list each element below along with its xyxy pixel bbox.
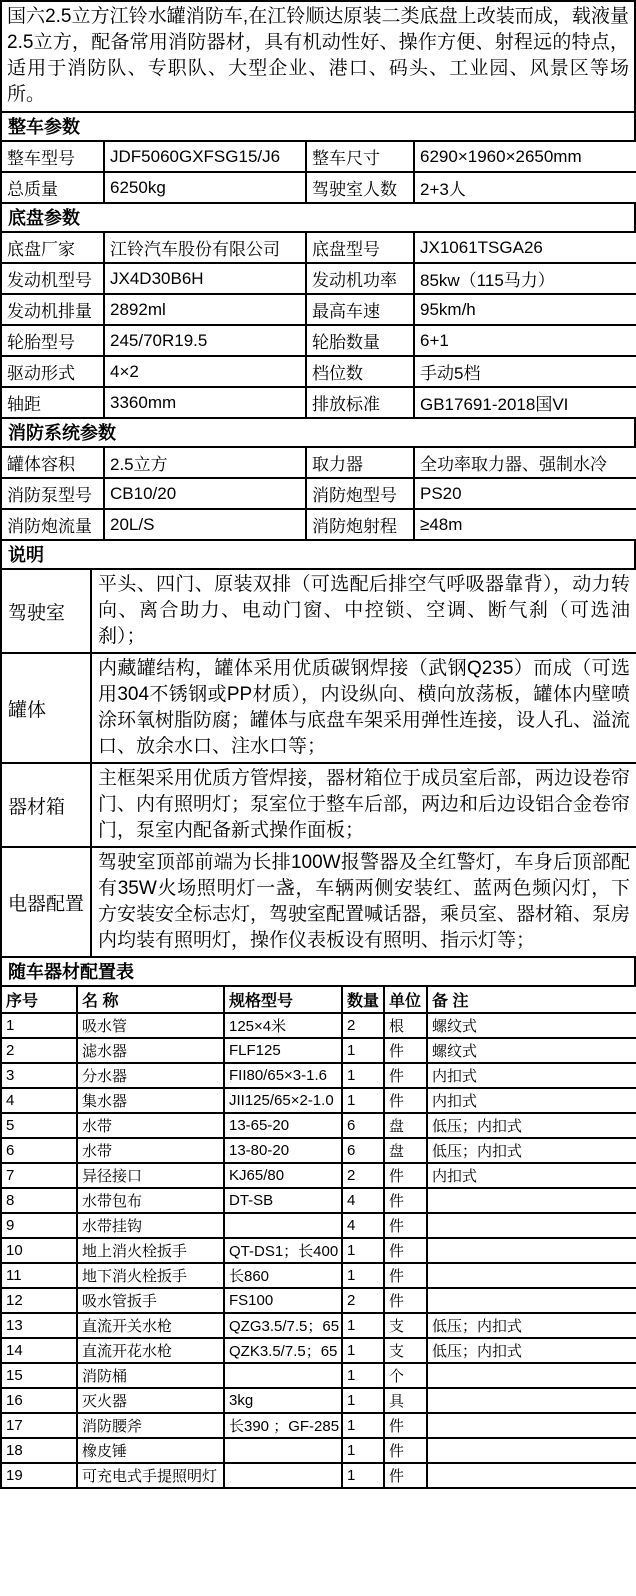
table-row	[1, 1038, 636, 1063]
equipment-remark-cell: 低压；内扣式	[427, 1338, 636, 1363]
param-label-cell: 轮胎型号	[1, 325, 104, 356]
equipment-index-cell: 1	[1, 1013, 77, 1038]
table-row	[1, 172, 636, 203]
equipment-unit-cell: 根	[384, 1013, 427, 1038]
section-title-equipment: 随车器材配置表	[0, 956, 636, 987]
equipment-spec-cell: 长860	[224, 1263, 342, 1288]
equipment-qty-cell: 1	[342, 1413, 384, 1438]
equipment-header-row	[1, 986, 636, 1013]
equipment-qty-cell: 2	[342, 1163, 384, 1188]
equipment-remark-cell	[427, 1388, 636, 1413]
equipment-qty-cell: 1	[342, 1338, 384, 1363]
equipment-qty-cell: 1	[342, 1313, 384, 1338]
equipment-qty-cell: 1	[342, 1063, 384, 1088]
param-label-cell: 档位数	[306, 356, 414, 387]
equipment-qty-cell: 1	[342, 1463, 384, 1488]
equipment-index-cell: 17	[1, 1413, 77, 1438]
param-label-cell: 总质量	[1, 172, 104, 203]
param-label-cell: 排放标准	[306, 387, 414, 418]
table-row	[1, 763, 636, 847]
param-label-cell: 发动机型号	[1, 263, 104, 294]
equipment-index-cell: 2	[1, 1038, 77, 1063]
equipment-remark-cell: 低压；内扣式	[427, 1138, 636, 1163]
section-title-notes: 说明	[0, 539, 636, 570]
equipment-name-cell: 水带挂钩	[77, 1213, 224, 1238]
param-value-cell: 3360mm	[104, 387, 306, 418]
note-text-cell: 驾驶室顶部前端为长排100W报警器及全红警灯，车身后顶部配有35W火场照明灯一盏，车辆两侧安装红、蓝两色频闪灯，下方安装安全标志灯，驾驶室配置喊话器，乘员室、器材箱、泵房内均装有照明灯，操作仪表板设有照明、指示灯等；	[91, 847, 636, 957]
param-label-cell: 整车尺寸	[306, 141, 414, 172]
equipment-name-cell: 橡皮锤	[77, 1438, 224, 1463]
table-row	[1, 294, 636, 325]
param-value-cell: 2892ml	[104, 294, 306, 325]
param-label-cell: 轴距	[1, 387, 104, 418]
equipment-unit-cell: 盘	[384, 1138, 427, 1163]
param-label-cell: 底盘厂家	[1, 232, 104, 263]
equipment-spec-cell: 125×4米	[224, 1013, 342, 1038]
equipment-unit-cell: 支	[384, 1313, 427, 1338]
param-value-cell: GB17691-2018国VI	[414, 387, 636, 418]
table-row	[1, 1213, 636, 1238]
equipment-spec-cell: 13-80-20	[224, 1138, 342, 1163]
equipment-index-cell: 13	[1, 1313, 77, 1338]
equipment-unit-cell: 件	[384, 1088, 427, 1113]
equipment-name-cell: 分水器	[77, 1063, 224, 1088]
param-value-cell: 6250kg	[104, 172, 306, 203]
equipment-spec-cell: 长390 ；GF-285	[224, 1413, 342, 1438]
equipment-index-cell: 10	[1, 1238, 77, 1263]
equipment-unit-cell: 支	[384, 1338, 427, 1363]
equipment-spec-cell: 13-65-20	[224, 1113, 342, 1138]
table-row	[1, 232, 636, 263]
param-label-cell: 消防炮射程	[306, 509, 414, 540]
table-row	[1, 1238, 636, 1263]
equipment-spec-cell: KJ65/80	[224, 1163, 342, 1188]
equipment-remark-cell	[427, 1413, 636, 1438]
equipment-header-remark: 备 注	[427, 986, 636, 1013]
equipment-name-cell: 滤水器	[77, 1038, 224, 1063]
equipment-unit-cell: 件	[384, 1463, 427, 1488]
equipment-remark-cell	[427, 1438, 636, 1463]
equipment-unit-cell: 件	[384, 1213, 427, 1238]
equipment-remark-cell	[427, 1188, 636, 1213]
section-title-fire-system: 消防系统参数	[0, 417, 636, 448]
chassis-params-table	[0, 231, 636, 419]
equipment-qty-cell: 1	[342, 1363, 384, 1388]
equipment-name-cell: 地下消火栓扳手	[77, 1263, 224, 1288]
equipment-name-cell: 水带包布	[77, 1188, 224, 1213]
param-value-cell: 20L/S	[104, 509, 306, 540]
param-label-cell: 驾驶室人数	[306, 172, 414, 203]
param-value-cell: 4×2	[104, 356, 306, 387]
param-value-cell: 手动5档	[414, 356, 636, 387]
table-row	[1, 1413, 636, 1438]
param-label-cell: 轮胎数量	[306, 325, 414, 356]
equipment-qty-cell: 2	[342, 1013, 384, 1038]
table-row	[1, 1438, 636, 1463]
param-value-cell: JDF5060GXFSG15/J6	[104, 141, 306, 172]
param-value-cell: 245/70R19.5	[104, 325, 306, 356]
table-row	[1, 1338, 636, 1363]
equipment-spec-cell: DT-SB	[224, 1188, 342, 1213]
equipment-qty-cell: 1	[342, 1038, 384, 1063]
equipment-index-cell: 12	[1, 1288, 77, 1313]
equipment-name-cell: 集水器	[77, 1088, 224, 1113]
equipment-qty-cell: 2	[342, 1288, 384, 1313]
param-label-cell: 发动机排量	[1, 294, 104, 325]
equipment-unit-cell: 具	[384, 1388, 427, 1413]
note-text-cell: 主框架采用优质方管焊接，器材箱位于成员室后部，两边设卷帘门、内有照明灯；泵室位于整车后部，两边和后边设铝合金卷帘门，泵室内配备新式操作面板；	[91, 763, 636, 847]
equipment-spec-cell	[224, 1363, 342, 1388]
equipment-remark-cell	[427, 1213, 636, 1238]
equipment-header-spec: 规格型号	[224, 986, 342, 1013]
equipment-index-cell: 6	[1, 1138, 77, 1163]
table-row	[1, 141, 636, 172]
param-value-cell: PS20	[414, 478, 636, 509]
equipment-name-cell: 灭火器	[77, 1388, 224, 1413]
table-row	[1, 1138, 636, 1163]
fire-system-params-table	[0, 446, 636, 541]
equipment-index-cell: 16	[1, 1388, 77, 1413]
equipment-unit-cell: 件	[384, 1163, 427, 1188]
equipment-unit-cell: 盘	[384, 1113, 427, 1138]
equipment-qty-cell: 4	[342, 1188, 384, 1213]
table-row	[1, 478, 636, 509]
equipment-qty-cell: 6	[342, 1113, 384, 1138]
table-row	[1, 569, 636, 653]
table-row	[1, 356, 636, 387]
param-value-cell: JX1061TSGA26	[414, 232, 636, 263]
equipment-remark-cell: 内扣式	[427, 1063, 636, 1088]
equipment-name-cell: 消防桶	[77, 1363, 224, 1388]
equipment-remark-cell: 低压；内扣式	[427, 1313, 636, 1338]
param-value-cell: 江铃汽车股份有限公司	[104, 232, 306, 263]
note-text-cell: 内藏罐结构，罐体采用优质碳钢焊接（武钢Q235）而成（可选用304不锈钢或PP材质），内设纵向、横向放荡板，罐体内壁喷涂环氧树脂防腐；罐体与底盘车架采用弹性连接，设人孔、溢流口、放余水口、注水口等；	[91, 653, 636, 763]
equipment-spec-cell	[224, 1463, 342, 1488]
equipment-name-cell: 地上消火栓扳手	[77, 1238, 224, 1263]
param-label-cell: 发动机功率	[306, 263, 414, 294]
table-row	[1, 1013, 636, 1038]
equipment-index-cell: 11	[1, 1263, 77, 1288]
equipment-name-cell: 水带	[77, 1113, 224, 1138]
equipment-table	[0, 985, 636, 1489]
table-row	[1, 325, 636, 356]
equipment-remark-cell	[427, 1263, 636, 1288]
equipment-name-cell: 直流开关水枪	[77, 1313, 224, 1338]
equipment-header-index: 序号	[1, 986, 77, 1013]
equipment-header-unit: 单位	[384, 986, 427, 1013]
equipment-qty-cell: 1	[342, 1438, 384, 1463]
equipment-name-cell: 吸水管扳手	[77, 1288, 224, 1313]
equipment-header-qty: 数量	[342, 986, 384, 1013]
table-row	[1, 653, 636, 763]
equipment-qty-cell: 1	[342, 1238, 384, 1263]
param-value-cell: 2+3人	[414, 172, 636, 203]
equipment-spec-cell: QZK3.5/7.5；65	[224, 1338, 342, 1363]
param-value-cell: 95km/h	[414, 294, 636, 325]
table-row	[1, 1263, 636, 1288]
intro-paragraph: 国六2.5立方江铃水罐消防车,在江铃顺达原装二类底盘上改装而成，载液量2.5立方，配备常用消防器材，具有机动性好、操作方便、射程远的特点，适用于消防队、专职队、大型企业、港口、码头、工业园、风景区等场所。	[0, 0, 636, 113]
param-value-cell: JX4D30B6H	[104, 263, 306, 294]
equipment-spec-cell: QZG3.5/7.5；65	[224, 1313, 342, 1338]
param-label-cell: 消防泵型号	[1, 478, 104, 509]
equipment-unit-cell: 件	[384, 1238, 427, 1263]
equipment-remark-cell	[427, 1363, 636, 1388]
equipment-qty-cell: 6	[342, 1138, 384, 1163]
equipment-remark-cell	[427, 1288, 636, 1313]
equipment-name-cell: 异径接口	[77, 1163, 224, 1188]
equipment-remark-cell: 螺纹式	[427, 1038, 636, 1063]
equipment-name-cell: 可充电式手提照明灯	[77, 1463, 224, 1488]
equipment-index-cell: 4	[1, 1088, 77, 1113]
param-value-cell: ≥48m	[414, 509, 636, 540]
equipment-unit-cell: 件	[384, 1263, 427, 1288]
param-value-cell: 全功率取力器、强制水冷	[414, 447, 636, 478]
param-label-cell: 驱动形式	[1, 356, 104, 387]
section-title-chassis: 底盘参数	[0, 202, 636, 233]
equipment-spec-cell: FLF125	[224, 1038, 342, 1063]
table-row	[1, 387, 636, 418]
equipment-remark-cell: 内扣式	[427, 1088, 636, 1113]
param-value-cell: 2.5立方	[104, 447, 306, 478]
note-text-cell: 平头、四门、原装双排（可选配后排空气呼吸器靠背），动力转向、离合助力、电动门窗、中控锁、空调、断气刹（可选油刹）；	[91, 569, 636, 653]
equipment-unit-cell: 件	[384, 1288, 427, 1313]
equipment-spec-cell: QT-DS1；长400	[224, 1238, 342, 1263]
table-row	[1, 509, 636, 540]
table-row	[1, 847, 636, 957]
equipment-index-cell: 15	[1, 1363, 77, 1388]
equipment-unit-cell: 个	[384, 1363, 427, 1388]
equipment-index-cell: 3	[1, 1063, 77, 1088]
vehicle-params-table	[0, 140, 636, 204]
equipment-name-cell: 吸水管	[77, 1013, 224, 1038]
table-row	[1, 1313, 636, 1338]
equipment-spec-cell: 3kg	[224, 1388, 342, 1413]
param-value-cell: 6290×1960×2650mm	[414, 141, 636, 172]
equipment-qty-cell: 1	[342, 1088, 384, 1113]
table-row	[1, 1288, 636, 1313]
note-label-cell: 驾驶室	[1, 569, 91, 653]
equipment-index-cell: 18	[1, 1438, 77, 1463]
param-label-cell: 最高车速	[306, 294, 414, 325]
equipment-qty-cell: 4	[342, 1213, 384, 1238]
note-label-cell: 器材箱	[1, 763, 91, 847]
param-label-cell: 取力器	[306, 447, 414, 478]
notes-table	[0, 568, 636, 958]
equipment-remark-cell: 内扣式	[427, 1163, 636, 1188]
table-row	[1, 1188, 636, 1213]
param-label-cell: 消防炮流量	[1, 509, 104, 540]
param-label-cell: 底盘型号	[306, 232, 414, 263]
param-label-cell: 消防炮型号	[306, 478, 414, 509]
equipment-index-cell: 9	[1, 1213, 77, 1238]
table-row	[1, 1063, 636, 1088]
equipment-spec-cell: JII125/65×2-1.0	[224, 1088, 342, 1113]
equipment-index-cell: 14	[1, 1338, 77, 1363]
table-row	[1, 1463, 636, 1488]
table-row	[1, 447, 636, 478]
equipment-name-cell: 消防腰斧	[77, 1413, 224, 1438]
table-row	[1, 263, 636, 294]
equipment-spec-cell	[224, 1213, 342, 1238]
equipment-unit-cell: 件	[384, 1038, 427, 1063]
table-row	[1, 1088, 636, 1113]
param-value-cell: 6+1	[414, 325, 636, 356]
section-title-vehicle: 整车参数	[0, 111, 636, 142]
equipment-name-cell: 直流开花水枪	[77, 1338, 224, 1363]
equipment-index-cell: 7	[1, 1163, 77, 1188]
table-row	[1, 1388, 636, 1413]
equipment-index-cell: 8	[1, 1188, 77, 1213]
param-value-cell: CB10/20	[104, 478, 306, 509]
equipment-qty-cell: 1	[342, 1263, 384, 1288]
equipment-header-name: 名 称	[77, 986, 224, 1013]
equipment-index-cell: 5	[1, 1113, 77, 1138]
equipment-spec-cell	[224, 1438, 342, 1463]
table-row	[1, 1113, 636, 1138]
note-label-cell: 罐体	[1, 653, 91, 763]
equipment-qty-cell: 1	[342, 1388, 384, 1413]
equipment-remark-cell	[427, 1463, 636, 1488]
equipment-unit-cell: 件	[384, 1063, 427, 1088]
equipment-spec-cell: FII80/65×3-1.6	[224, 1063, 342, 1088]
equipment-unit-cell: 件	[384, 1413, 427, 1438]
equipment-remark-cell: 螺纹式	[427, 1013, 636, 1038]
param-value-cell: 85kw（115马力）	[414, 263, 636, 294]
table-row	[1, 1363, 636, 1388]
table-row	[1, 1163, 636, 1188]
equipment-remark-cell: 低压；内扣式	[427, 1113, 636, 1138]
equipment-unit-cell: 件	[384, 1188, 427, 1213]
equipment-unit-cell: 件	[384, 1438, 427, 1463]
equipment-index-cell: 19	[1, 1463, 77, 1488]
param-label-cell: 整车型号	[1, 141, 104, 172]
equipment-spec-cell: FS100	[224, 1288, 342, 1313]
equipment-remark-cell	[427, 1238, 636, 1263]
equipment-name-cell: 水带	[77, 1138, 224, 1163]
param-label-cell: 罐体容积	[1, 447, 104, 478]
note-label-cell: 电器配置	[1, 847, 91, 957]
